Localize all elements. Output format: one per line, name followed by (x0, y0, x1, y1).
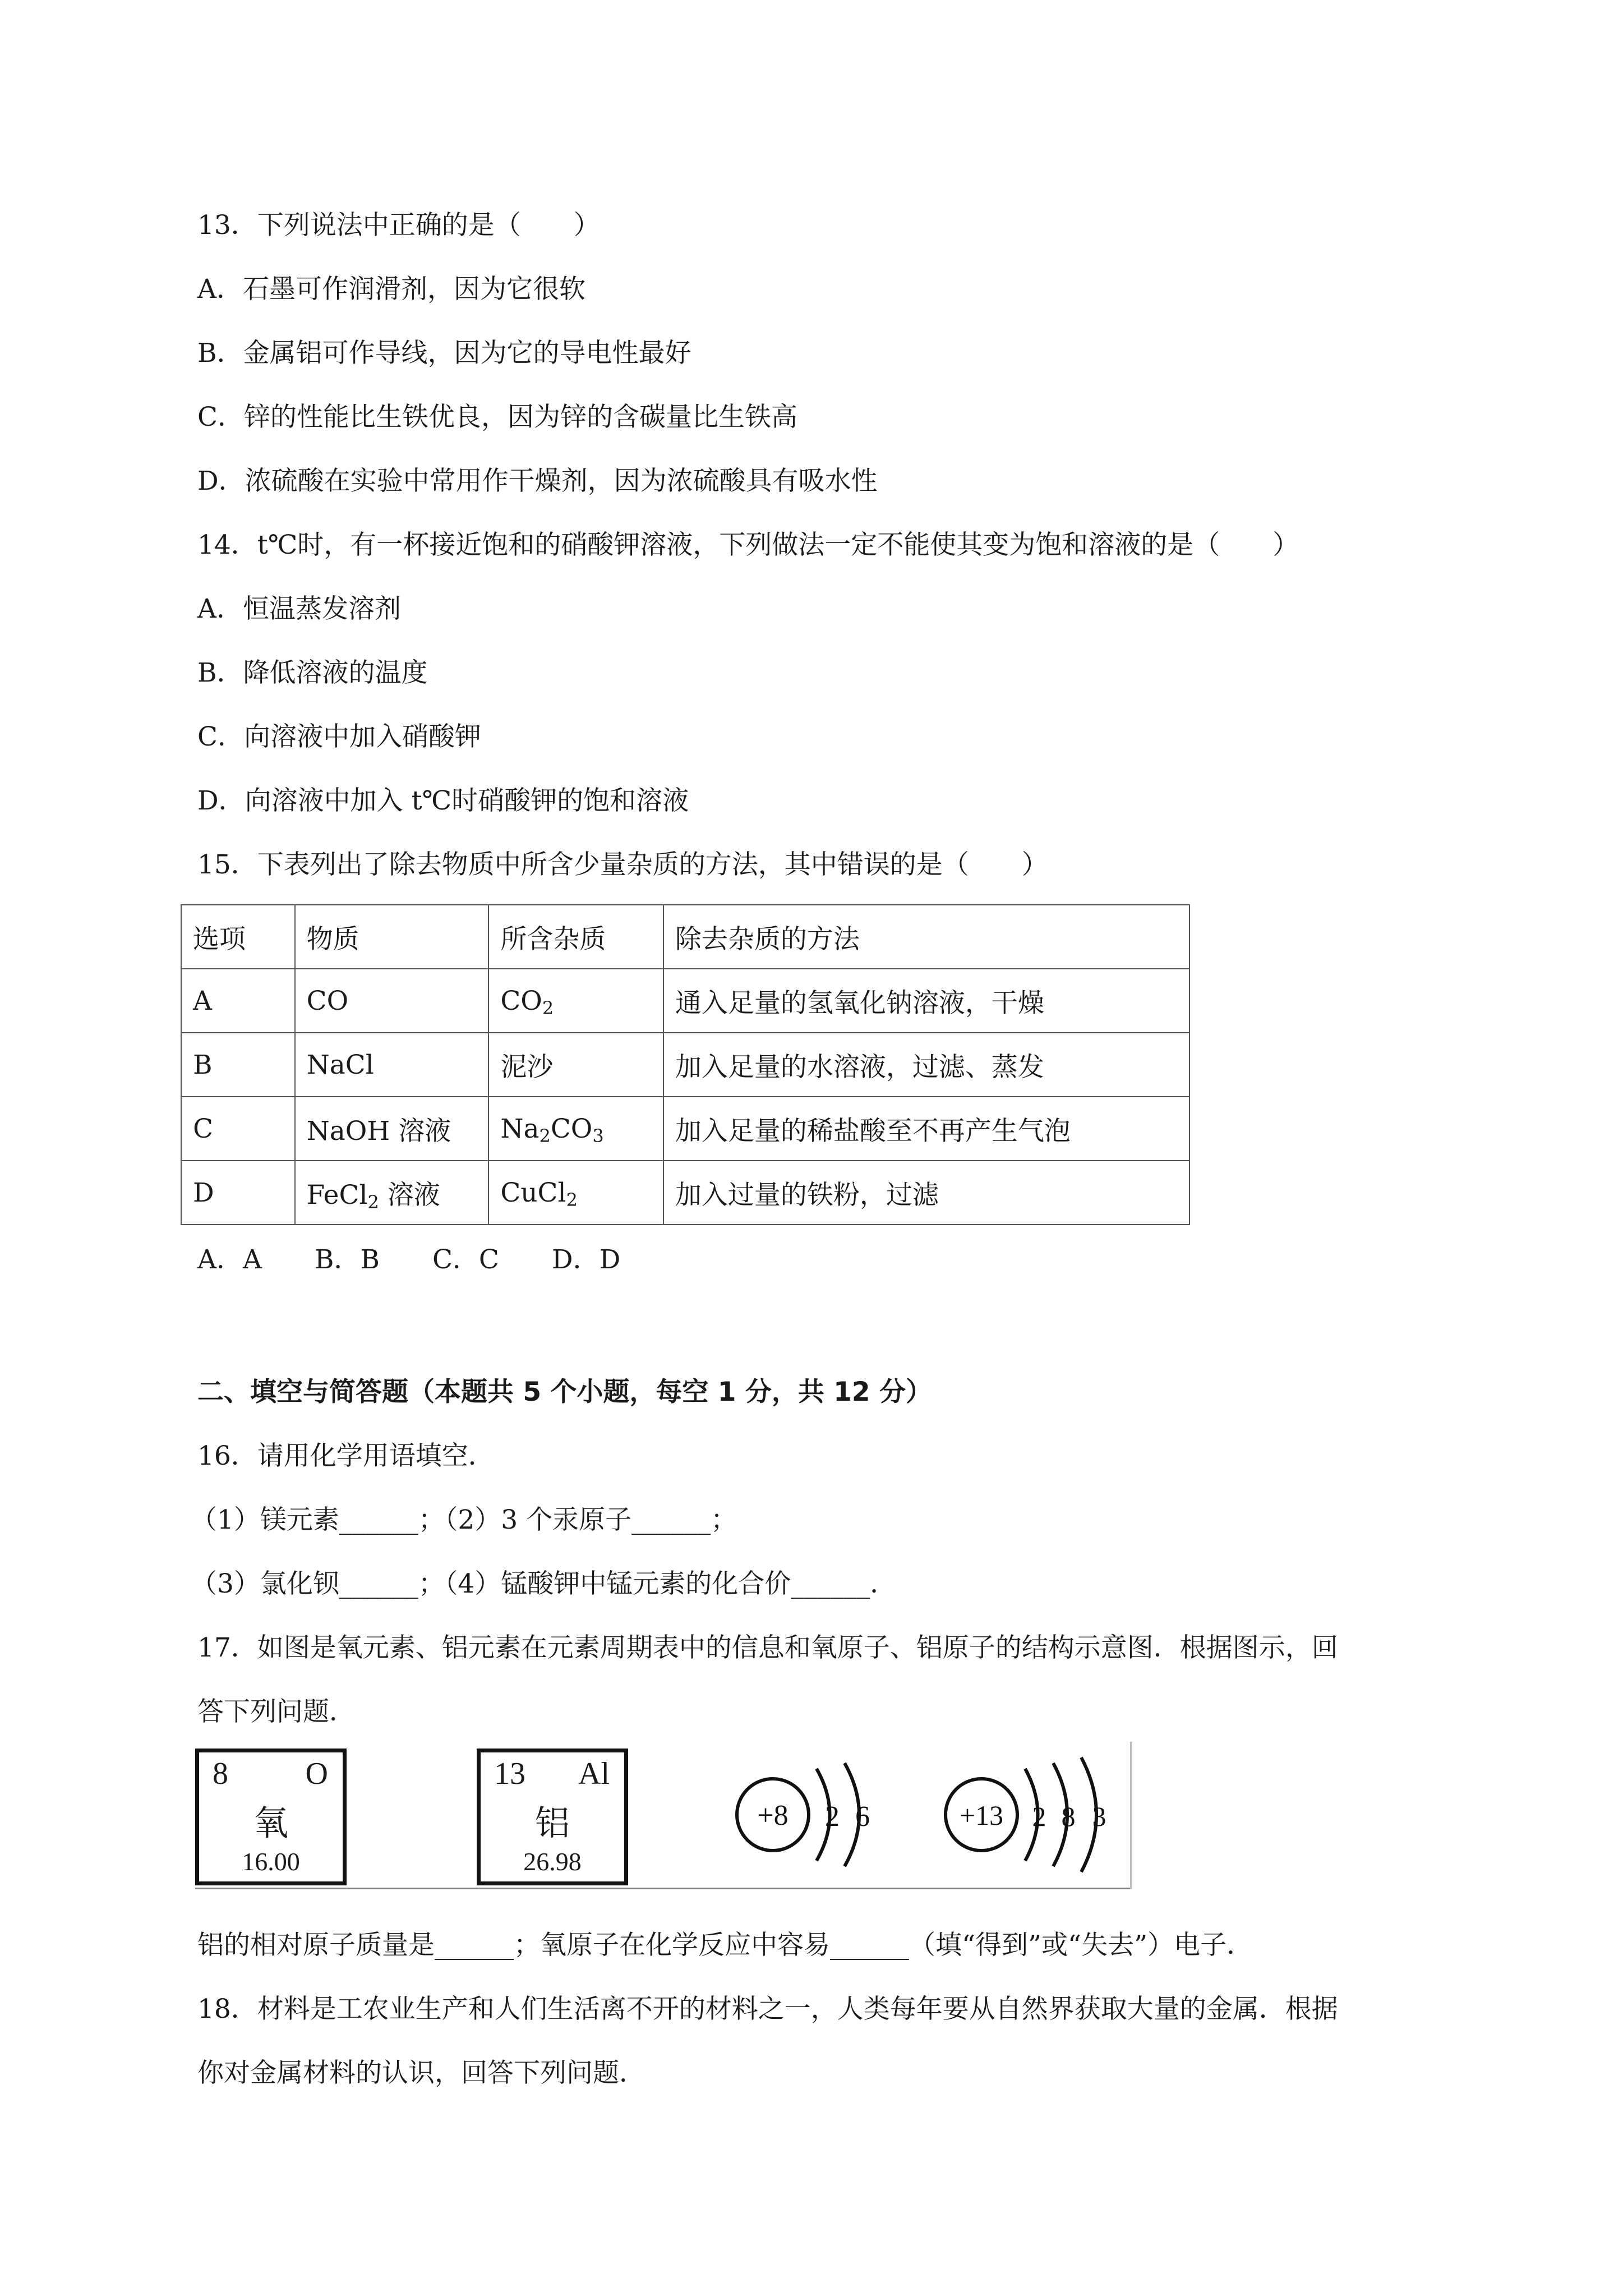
table-cell-method: 加入足量的稀盐酸至不再产生气泡 (663, 1097, 1189, 1161)
impurity-table (181, 904, 1190, 1225)
q18-stem-line-1: 18．材料是工农业生产和人们生活离不开的材料之一，人类每年要从自然界获取大量的金属．根据 (197, 1994, 1338, 2024)
q14-option-a: A．恒温蒸发溶剂 (197, 593, 401, 624)
table-cell-option: A (181, 969, 295, 1033)
q16-stem: 16．请用化学用语填空． (197, 1441, 495, 1471)
table-row (181, 1161, 1189, 1225)
oxygen-nucleus-label: +8 (757, 1800, 789, 1832)
q13-stem: 13．下列说法中正确的是（ ） (197, 210, 600, 241)
q14-stem: 14．t℃时，有一杯接近饱和的硝酸钾溶液，下列做法一定不能使其变为饱和溶液的是（ ） (197, 530, 1299, 560)
table-cell-option: D (181, 1161, 295, 1225)
aluminum-nucleus-label: +13 (959, 1800, 1004, 1831)
q13-option-a: A．石墨可作润滑剂，因为它很软 (197, 274, 585, 305)
q13-option-d: D．浓硫酸在实验中常用作干燥剂，因为浓硫酸具有吸水性 (197, 466, 878, 496)
figure-baseline (195, 1888, 1132, 1889)
oxygen-name: 氧 (253, 1802, 288, 1843)
aluminum-atom-diagram (937, 1742, 1130, 1888)
oxygen-symbol: O (305, 1756, 328, 1791)
figure-right-edge (1130, 1742, 1132, 1889)
table-cell-method: 加入过量的铁粉，过滤 (663, 1161, 1189, 1225)
q14-option-d: D．向溶液中加入 t℃时硝酸钾的饱和溶液 (197, 785, 689, 816)
q18-stem-line-2: 你对金属材料的认识，回答下列问题． (197, 2058, 645, 2088)
q17-stem-line-1: 17．如图是氧元素、铝元素在元素周期表中的信息和氧原子、铝原子的结构示意图．根据图示，回 (197, 1632, 1338, 1663)
table-cell-substance: NaCl (295, 1033, 489, 1097)
oxygen-shell-2-count: 6 (855, 1801, 870, 1833)
table-cell-option: C (181, 1097, 295, 1161)
table-header: 所含杂质 (488, 905, 663, 969)
aluminum-element-box (477, 1749, 628, 1885)
table-cell-option: B (181, 1033, 295, 1097)
table-cell-substance: NaOH 溶液 (295, 1097, 489, 1161)
q16-line-2: （3）氯化钡______；（4）锰酸钾中锰元素的化合价______． (191, 1568, 897, 1599)
q14-option-c: C．向溶液中加入硝酸钾 (197, 721, 481, 752)
q16-line-1: （1）镁元素______；（2）3 个汞原子______； (191, 1504, 737, 1535)
table-header: 物质 (295, 905, 489, 969)
table-row (181, 1097, 1189, 1161)
q13-option-c: C．锌的性能比生铁优良，因为锌的含碳量比生铁高 (197, 402, 797, 432)
aluminum-name: 铝 (534, 1802, 570, 1843)
oxygen-mass: 16.00 (242, 1847, 300, 1876)
section-heading: 二、填空与简答题（本题共 5 个小题，每空 1 分，共 12 分） (197, 1377, 932, 1407)
element-figure (195, 1742, 1132, 1892)
table-cell-method: 通入足量的氢氧化钠溶液，干燥 (663, 969, 1189, 1033)
table-row (181, 1033, 1189, 1097)
aluminum-mass: 26.98 (523, 1847, 582, 1876)
table-cell-substance: FeCl$_2$ 溶液 (295, 1161, 489, 1225)
table-row (181, 969, 1189, 1033)
table-cell-impurity: 泥沙 (488, 1033, 663, 1097)
aluminum-shell-3-count: 3 (1092, 1801, 1106, 1832)
q17-stem-line-2: 答下列问题． (197, 1696, 356, 1727)
table-header-row (181, 905, 1189, 969)
q13-option-b: B．金属铝可作导线，因为它的导电性最好 (197, 338, 691, 369)
q17-question: 铝的相对原子质量是______；氧原子在化学反应中容易______（填“得到”或“失去”）电子． (197, 1930, 1253, 1961)
table-header: 选项 (181, 905, 295, 969)
q15-answer-choices: A．A B．B C．C D．D (197, 1244, 621, 1275)
oxygen-atomic-number: 8 (213, 1756, 228, 1791)
q14-option-b: B．降低溶液的温度 (197, 657, 428, 688)
aluminum-atomic-number: 13 (494, 1756, 525, 1791)
table-cell-impurity: $CO_2$ (488, 969, 663, 1033)
table-cell-method: 加入足量的水溶液，过滤、蒸发 (663, 1033, 1189, 1097)
oxygen-element-box (195, 1749, 347, 1885)
table-cell-impurity: CuCl$_2$ (488, 1161, 663, 1225)
oxygen-shell-1-count: 2 (825, 1801, 840, 1833)
table-cell-substance: CO (295, 969, 489, 1033)
aluminum-shell-2-count: 8 (1061, 1801, 1076, 1832)
table-header: 除去杂质的方法 (663, 905, 1189, 969)
aluminum-shell-1-count: 2 (1032, 1801, 1046, 1832)
table-cell-impurity: $Na_2CO_3$ (488, 1097, 663, 1161)
oxygen-atom-diagram (722, 1742, 891, 1888)
q15-stem: 15．下表列出了除去物质中所含少量杂质的方法，其中错误的是（ ） (197, 849, 1048, 880)
aluminum-symbol: Al (578, 1756, 610, 1791)
